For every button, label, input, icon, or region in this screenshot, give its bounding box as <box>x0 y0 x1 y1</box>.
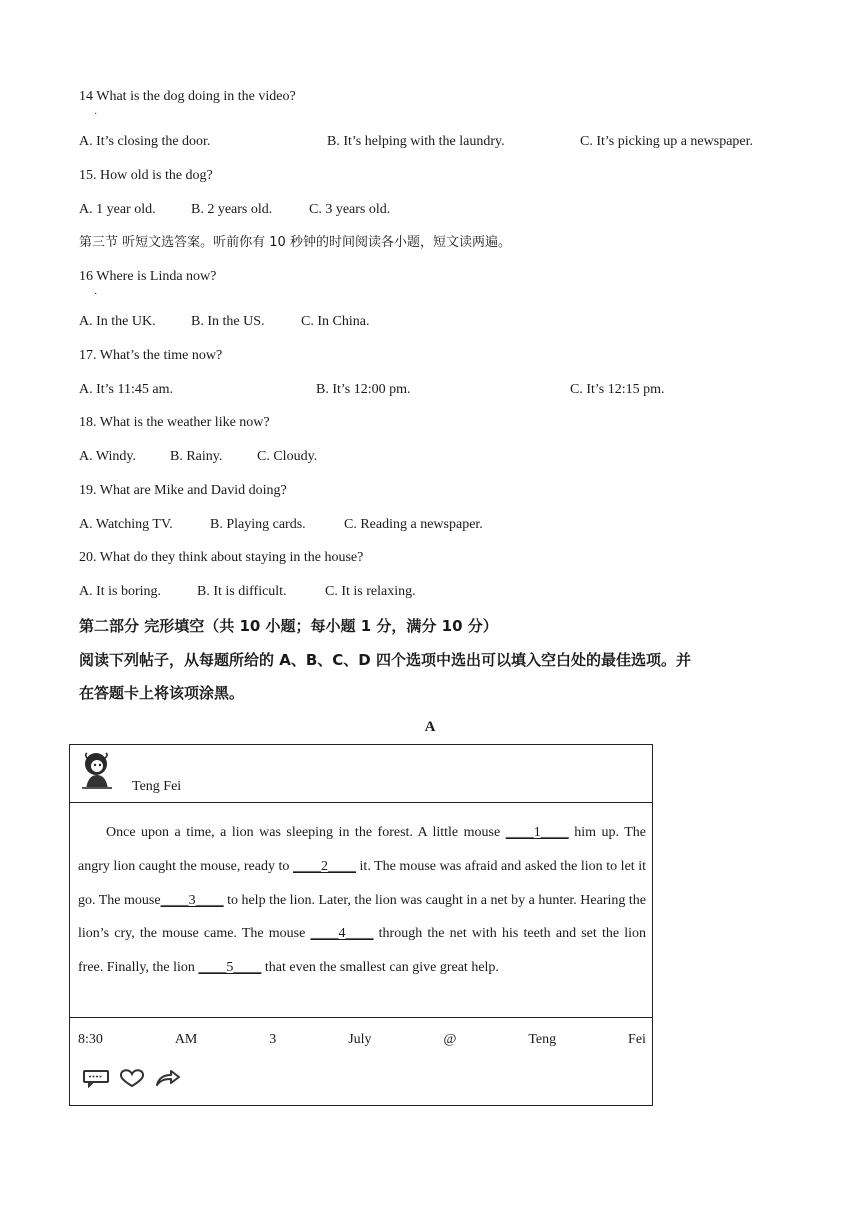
q19-option-a: A. Watching TV. <box>79 517 173 532</box>
q20-option-a: A. It is boring. <box>79 584 162 599</box>
section-3-instruction: 第三节 听短文选答案。听前你有 10 秒钟的时间阅读各小题，短文读两遍。 <box>79 235 511 250</box>
blank-5: ____5____ <box>198 960 262 976</box>
q17-option-c: C. It’s 12:15 pm. <box>570 382 665 397</box>
passage-text-4: to help the lion. Later, the lion was caught in a net by a hunter. Hearing the lion’s cry, the mouse came. The mouse <box>78 892 647 942</box>
question-19: 19. What are Mike and David doing? <box>79 483 287 498</box>
blank-4: ____4____ <box>310 926 374 942</box>
post-header <box>70 745 652 803</box>
q14-option-c: C. It’s picking up a newspaper. <box>580 134 754 149</box>
post-username: Teng Fei <box>132 779 182 794</box>
post-body <box>70 802 652 1018</box>
q14-option-a: A. It’s closing the door. <box>79 134 211 149</box>
q15-option-a: A. 1 year old. <box>79 202 156 217</box>
question-14: 14 What is the dog doing in the video? <box>79 89 296 104</box>
q15-option-b: B. 2 years old. <box>191 202 273 217</box>
q17-option-b: B. It’s 12:00 pm. <box>316 382 411 397</box>
passage-text-2: him up. The angry lion caught the mouse, ready to <box>78 825 646 874</box>
q15-option-c: C. 3 years old. <box>309 202 391 217</box>
q20-option-c: C. It is relaxing. <box>325 584 416 599</box>
q18-option-c: C. Cloudy. <box>257 449 318 464</box>
meta-time: 8:30 <box>78 1032 103 1047</box>
post-passage <box>78 816 646 985</box>
passage-heading: A <box>424 719 436 735</box>
comment-icon[interactable] <box>82 1068 110 1088</box>
meta-month: July <box>348 1032 372 1047</box>
blank-2: ____2____ <box>292 858 356 874</box>
passage-text-6: that even the smallest can give great help. <box>261 960 499 976</box>
q19-option-b: B. Playing cards. <box>210 517 306 532</box>
q16-option-b: B. In the US. <box>191 314 265 329</box>
question-14-dot: · <box>94 109 98 120</box>
avatar-icon <box>80 751 114 791</box>
meta-ampm: AM <box>174 1032 198 1047</box>
q19-option-c: C. Reading a newspaper. <box>344 517 483 532</box>
blank-1: ____1____ <box>505 825 569 840</box>
post-footer <box>70 1018 652 1106</box>
question-18: 18. What is the weather like now? <box>79 415 270 430</box>
question-15: 15. How old is the dog? <box>79 168 213 183</box>
heart-icon[interactable] <box>118 1068 146 1088</box>
question-16-dot: · <box>94 289 98 300</box>
post-meta <box>78 1032 646 1048</box>
q17-option-a: A. It’s 11:45 am. <box>79 382 173 397</box>
question-17: 17. What’s the time now? <box>79 348 223 363</box>
social-post <box>69 744 653 1106</box>
passage-text-5: through the net with his teeth and set the lion free. Finally, the lion <box>78 926 646 976</box>
q16-option-a: A. In the UK. <box>79 314 156 329</box>
question-16: 16 Where is Linda now? <box>79 269 217 284</box>
meta-day: 3 <box>269 1032 277 1047</box>
q18-option-b: B. Rainy. <box>170 449 223 464</box>
share-icon[interactable] <box>154 1068 182 1088</box>
q14-option-b: B. It’s helping with the laundry. <box>327 134 505 149</box>
meta-author-last: Fei <box>628 1032 646 1047</box>
meta-author-first: Teng <box>528 1032 557 1047</box>
question-20: 20. What do they think about staying in the house? <box>79 550 364 565</box>
part-2-instruction-line-2: 在答题卡上将该项涂黑。 <box>79 684 245 702</box>
blank-3: ____3____ <box>160 892 224 908</box>
part-2-instruction-line-1: 阅读下列帖子，从每题所给的 A、B、C、D 四个选项中选出可以填入空白处的最佳选项。并 <box>79 651 691 669</box>
q20-option-b: B. It is difficult. <box>197 584 287 599</box>
q16-option-c: C. In China. <box>301 314 370 329</box>
meta-at: @ <box>443 1032 457 1047</box>
passage-text-1: Once upon a time, a lion was sleeping in the forest. A little mouse <box>106 825 506 840</box>
q18-option-a: A. Windy. <box>79 449 136 464</box>
passage-text-3: it. The mouse was afraid and asked the lion to let it go. The mouse <box>78 858 646 908</box>
part-2-title: 第二部分 完形填空（共 10 小题；每小题 1 分，满分 10 分） <box>79 617 498 635</box>
post-actions <box>82 1068 182 1088</box>
